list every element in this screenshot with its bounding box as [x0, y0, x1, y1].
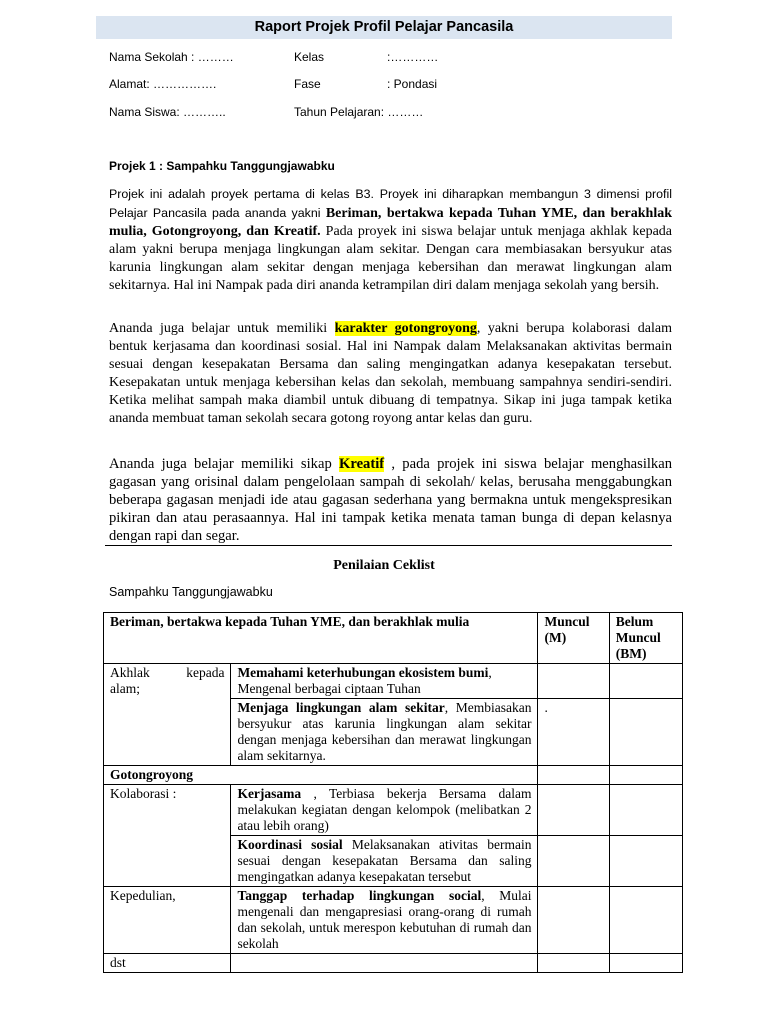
indicator-title: Koordinasi sosial	[237, 837, 343, 852]
header-belum-muncul: Belum Muncul (BM)	[609, 613, 682, 664]
intro-text: Projek ini adalah proyek pertama di kelas B3. Proyek ini diharapkan membangun 3 dimensi profil Pelajar Pancasila pada ananda yakni	[109, 187, 672, 220]
dimensions-emphasis: Beriman, bertakwa kepada Tuhan YME, dan berakhlak mulia, Gotongroyong, dan Kreatif.	[109, 206, 672, 239]
kelas-value: :…………	[387, 50, 439, 64]
muncul-checkbox[interactable]	[538, 954, 609, 973]
indicator-cell	[231, 836, 538, 887]
divider	[105, 545, 672, 546]
highlight-gotongroyong: karakter gotongroyong	[334, 321, 477, 336]
paragraph-kreatif	[109, 455, 672, 545]
intro-continuation: Pada proyek ini siswa belajar untuk menjaga akhlak kepada alam yakni berupa menjaga lingkungan alam sekitar. Dengan cara membiasakan bersyukur atas karunia lingkungan alam sekitar dengan menjaga kebersihan dan merawat lingkungan alam sekitarnya. Hal ini Nampak pada diri ananda ketrampilan diri dalam menjaga sekolah yang bersih.	[109, 224, 672, 293]
checklist-table	[103, 612, 683, 973]
nama-siswa: Nama Siswa: ………..	[109, 105, 226, 119]
gotongroyong-text: , yakni berupa kolaborasi dalam bentuk kerjasama dan koordinasi sosial. Hal ini Nampak dalam Melaksanakan aktivitas bermain sesuai dengan kesepakatan Bersama dan saling mengingatkan adanya kesepakatan tersebut. Kesepakatan untuk menjaga kebersihan kelas dan sekolah, membuang sampahnya sendiri-sendiri. Ketika melihat sampah maka diambil untuk dibuang di tempatnya. Sikap ini juga tampak ketika ananda membuat taman sekolah secara gotong royong antar kelas dan guru.	[109, 321, 672, 426]
muncul-checkbox[interactable]	[538, 836, 609, 887]
fase-label: Fase	[294, 77, 321, 91]
muncul-checkbox[interactable]	[538, 664, 609, 699]
header-muncul: Muncul (M)	[538, 613, 609, 664]
header-dimension: Beriman, bertakwa kepada Tuhan YME, dan berakhlak mulia	[104, 613, 538, 664]
indicator-text: , Mengenal berbagai ciptaan Tuhan	[237, 665, 492, 696]
belum-muncul-checkbox[interactable]	[609, 766, 682, 785]
indicator-title: Tanggap terhadap lingkungan social	[237, 888, 482, 903]
muncul-checkbox[interactable]	[538, 887, 609, 954]
indicator-text: , Mulai mengenali dan mengapresiasi orang-orang di rumah dan sekolah, untuk merespon kebutuhan di rumah dan sekolah	[237, 888, 532, 951]
akhlak-label: Akhlak kepada alam;	[104, 664, 231, 766]
indicator-text: Melaksanakan ativitas bermain sesuai dengan kesepakatan Bersama dan saling mengingatkan adanya kesepakatan tersebut	[237, 837, 532, 884]
indicator-cell	[231, 785, 538, 836]
belum-muncul-checkbox[interactable]	[609, 887, 682, 954]
indicator-title: Kerjasama	[237, 786, 302, 801]
muncul-checkbox[interactable]: .	[538, 699, 609, 766]
checklist-subtitle: Sampahku Tanggungjawabku	[109, 585, 273, 599]
table-row	[104, 785, 683, 836]
indicator-title: Menjaga lingkungan alam sekitar	[237, 700, 445, 715]
indicator-title: Memahami keterhubungan ekosistem bumi	[237, 665, 489, 680]
belum-muncul-checkbox[interactable]	[609, 954, 682, 973]
table-header-row	[104, 613, 683, 664]
kepedulian-label: Kepedulian,	[104, 887, 231, 954]
indicator-cell	[231, 664, 538, 699]
indicator-cell	[231, 699, 538, 766]
section-title: Penilaian Ceklist	[333, 558, 435, 573]
belum-muncul-checkbox[interactable]	[609, 785, 682, 836]
kreatif-lead: Ananda juga belajar memiliki sikap	[109, 456, 339, 472]
empty-cell	[231, 954, 538, 973]
kolaborasi-label: Kolaborasi :	[104, 785, 231, 887]
kreatif-text: , pada projek ini siswa belajar menghasilkan gagasan yang orisinal dalam pengelolaan sampah di sekolah/ kelas, berusaha menggabungkan beberapa gagasan menjadi ide atau gagasan sederhana yang bermakna untuk mengekspresikan pikiran dan atau perasaannya. Hal ini tampak ketika menata taman bunga di depan kelasnya dengan rapi dan segar.	[109, 456, 672, 544]
paragraph-gotongroyong	[109, 320, 672, 428]
report-title: Raport Projek Profil Pelajar Pancasila	[96, 16, 672, 39]
table-row	[104, 887, 683, 954]
nama-sekolah: Nama Sekolah : ………	[109, 50, 234, 64]
alamat: Alamat: …………….	[109, 77, 217, 91]
indicator-cell	[231, 887, 538, 954]
tahun-pelajaran: Tahun Pelajaran: ………	[294, 105, 424, 119]
table-row	[104, 954, 683, 973]
highlight-kreatif: Kreatif	[339, 456, 385, 472]
muncul-checkbox[interactable]	[538, 766, 609, 785]
table-row	[104, 766, 683, 785]
belum-muncul-checkbox[interactable]	[609, 699, 682, 766]
fase-value: : Pondasi	[387, 77, 438, 91]
dst-label: dst	[104, 954, 231, 973]
gotongroyong-label: Gotongroyong	[104, 766, 538, 785]
gotongroyong-lead: Ananda juga belajar untuk memiliki	[109, 321, 335, 336]
muncul-checkbox[interactable]	[538, 785, 609, 836]
table-row	[104, 664, 683, 699]
indicator-text: , Membiasakan bersyukur atas karunia lingkungan alam sekitar dengan menjaga kebersihan dan merawat lingkungan alam sekitarnya.	[237, 700, 532, 763]
belum-muncul-checkbox[interactable]	[609, 664, 682, 699]
project-title: Projek 1 : Sampahku Tanggungjawabku	[109, 159, 335, 173]
belum-muncul-checkbox[interactable]	[609, 836, 682, 887]
kelas-label: Kelas	[294, 50, 325, 64]
indicator-text: , Terbiasa bekerja Bersama dalam melakukan kegiatan dengan kelompok (melibatkan 2 atau lebih orang)	[237, 786, 532, 833]
paragraph-intro	[109, 185, 672, 295]
